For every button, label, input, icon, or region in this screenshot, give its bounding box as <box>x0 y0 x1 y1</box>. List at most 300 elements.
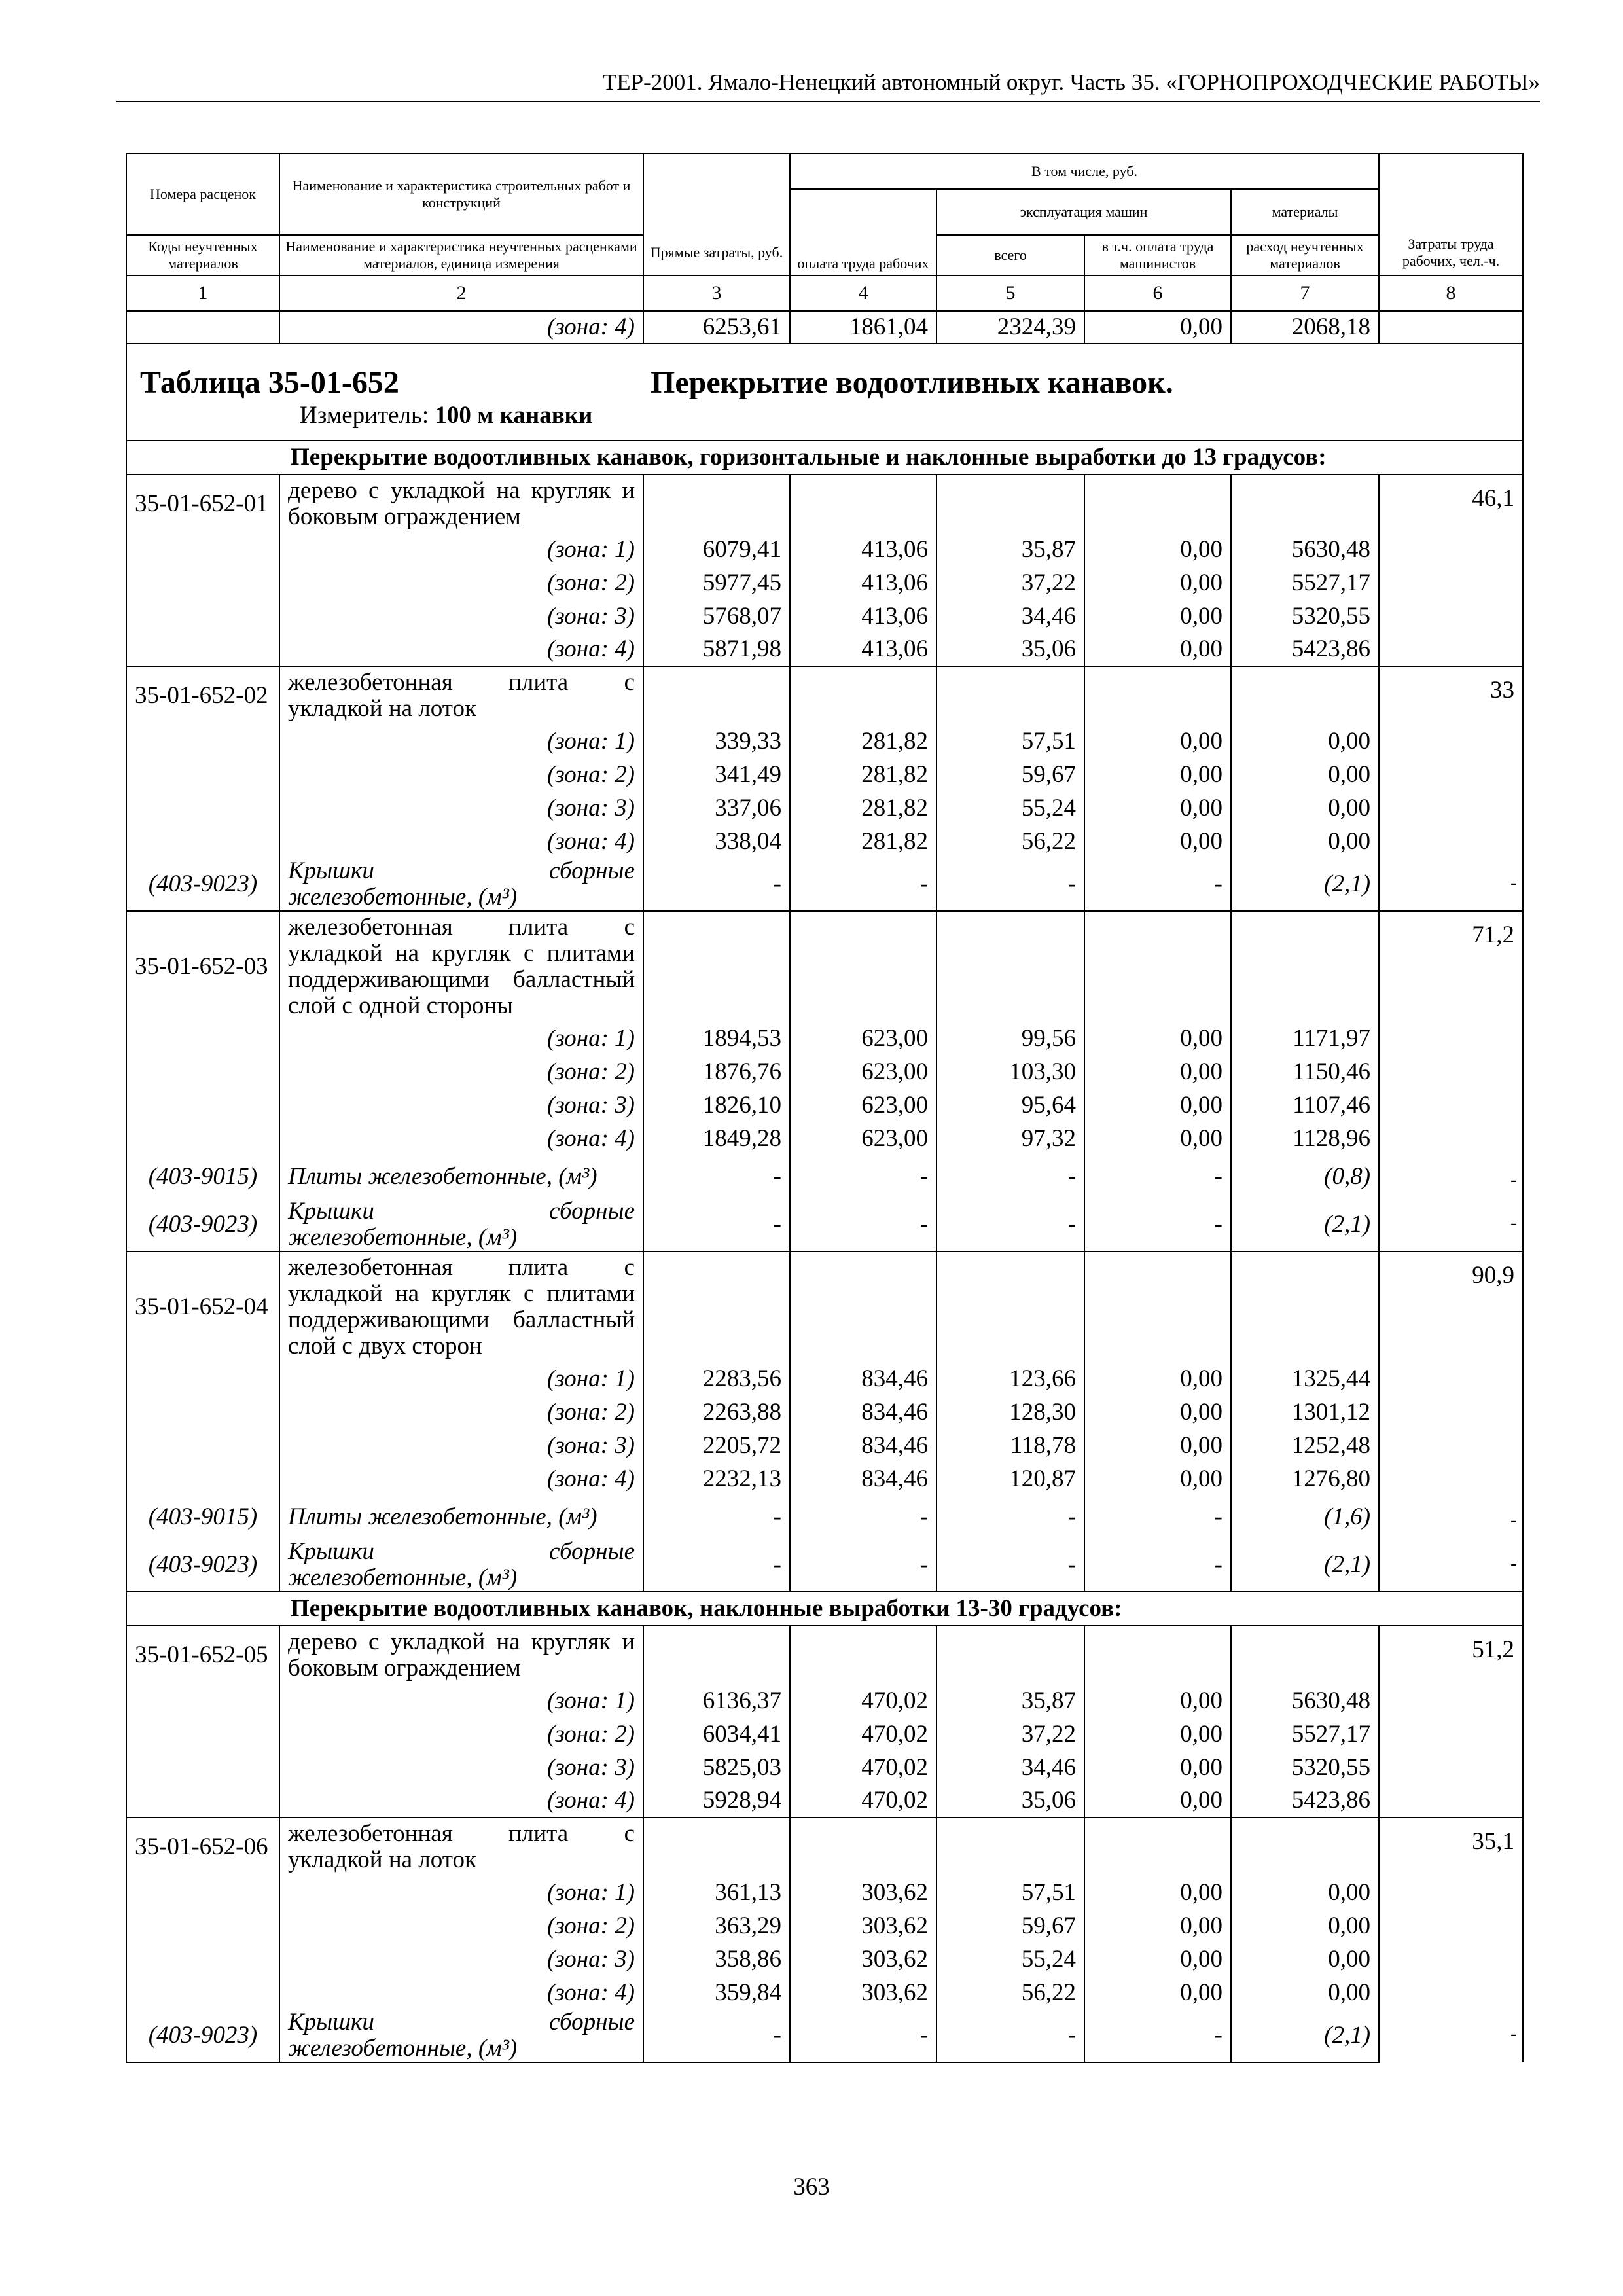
cell-materials: 0,00 <box>1231 725 1379 758</box>
material-row <box>126 1155 1523 1198</box>
cell-machinist-pay: 0,00 <box>1084 1429 1231 1462</box>
material-row <box>126 858 1523 911</box>
cell-direct: 363,29 <box>643 1909 790 1943</box>
rate-item-row <box>126 911 1523 1022</box>
cell-machinist-pay: 0,00 <box>1084 311 1231 344</box>
cell-machinist-pay: 0,00 <box>1084 1462 1231 1496</box>
cell-direct: 1876,76 <box>643 1055 790 1088</box>
cell-machines: 37,22 <box>936 1717 1084 1751</box>
material-row <box>126 1198 1523 1251</box>
cell-machines: 95,64 <box>936 1088 1084 1122</box>
material-row <box>126 1539 1523 1592</box>
cell-machines: 56,22 <box>936 825 1084 858</box>
zone-label: (зона: 1) <box>279 1876 643 1909</box>
zone-label: (зона: 4) <box>279 1784 643 1818</box>
head-work-name: Наименование и характеристика строительных работ и конструкций <box>279 154 643 235</box>
empty-cell <box>1231 911 1379 1022</box>
head-rate-numbers: Номера расценок <box>126 154 279 235</box>
empty-cell <box>126 1943 279 1976</box>
head-material-usage: расход неучтенных материалов <box>1231 235 1379 276</box>
zone-row <box>126 1395 1523 1429</box>
cell-direct: 2205,72 <box>643 1429 790 1462</box>
empty-cell <box>126 791 279 825</box>
material-code: (403-9015) <box>126 1155 279 1198</box>
cell-machines: 120,87 <box>936 1462 1084 1496</box>
cell-direct: - <box>643 1496 790 1539</box>
material-row <box>126 1496 1523 1539</box>
zone-row <box>126 1943 1523 1976</box>
empty-cell <box>126 1684 279 1717</box>
cell-direct: 2283,56 <box>643 1362 790 1395</box>
material-name: Плиты железобетонные, (м³) <box>279 1496 643 1539</box>
labor-cost: 90,9 <box>1379 1251 1523 1592</box>
cell-materials: (2,1) - <box>1231 1539 1379 1592</box>
zone-row <box>126 1784 1523 1818</box>
measure-value: 100 м канавки <box>435 402 593 429</box>
cell-machines: 59,67 <box>936 1909 1084 1943</box>
zone-label: (зона: 2) <box>279 1909 643 1943</box>
cell-worker-pay: 281,82 <box>790 758 936 791</box>
material-code: (403-9023) <box>126 1198 279 1251</box>
labor-cost: 33 <box>1379 666 1523 911</box>
cell-materials: 5423,86 <box>1231 1784 1379 1818</box>
cell-machines: 34,46 <box>936 1751 1084 1784</box>
empty-cell <box>126 1717 279 1751</box>
zone-label: (зона: 1) <box>279 725 643 758</box>
material-name: Крышки сборные железобетонные, (м³) <box>279 858 643 911</box>
labor-cost: 51,2 <box>1379 1626 1523 1818</box>
section-row <box>126 440 1523 475</box>
cell-worker-pay: 834,46 <box>790 1395 936 1429</box>
empty-cell <box>1231 666 1379 725</box>
zone-row <box>126 566 1523 600</box>
running-title: ТЕР-2001. Ямало-Ненецкий автономный округ. Часть 35. «ГОРНОПРОХОДЧЕСКИЕ РАБОТЫ» <box>602 69 1540 95</box>
table-title-row <box>126 344 1523 440</box>
cell-machines: 99,56 <box>936 1022 1084 1055</box>
cell-direct: 1849,28 <box>643 1122 790 1155</box>
cell-worker-pay: - <box>790 1155 936 1198</box>
zone-row <box>126 1717 1523 1751</box>
material-code: (403-9023) <box>126 2009 279 2062</box>
cell-machinist-pay: 0,00 <box>1084 1717 1231 1751</box>
cell-direct: 337,06 <box>643 791 790 825</box>
empty-cell <box>1231 1251 1379 1362</box>
cell-worker-pay: 303,62 <box>790 1876 936 1909</box>
cell-materials: 5527,17 <box>1231 566 1379 600</box>
cell-materials: 1276,80 <box>1231 1462 1379 1496</box>
zone-label: (зона: 2) <box>279 758 643 791</box>
cell-machines: 57,51 <box>936 1876 1084 1909</box>
cell-machines: 59,67 <box>936 758 1084 791</box>
cell-direct: 1826,10 <box>643 1088 790 1122</box>
empty-cell <box>1084 1818 1231 1876</box>
table-head-row-1 <box>126 154 1523 189</box>
empty-cell <box>790 666 936 725</box>
cell-materials: 0,00 <box>1231 1976 1379 2009</box>
column-numbers-row <box>126 276 1523 311</box>
cell-direct: 5977,45 <box>643 566 790 600</box>
cell-worker-pay: 834,46 <box>790 1429 936 1462</box>
cell-machines: 35,06 <box>936 633 1084 666</box>
empty-cell <box>643 1626 790 1684</box>
rate-code: 35-01-652-03 <box>126 911 279 1022</box>
zone-row <box>126 533 1523 566</box>
labor-dash: - <box>1510 1212 1518 1234</box>
empty-cell <box>790 1818 936 1876</box>
running-header <box>116 68 1540 102</box>
cell-materials: 1128,96 <box>1231 1122 1379 1155</box>
labor-cost: 71,2 <box>1379 911 1523 1251</box>
measure-label: Измеритель: <box>300 402 429 429</box>
cell-direct: 5928,94 <box>643 1784 790 1818</box>
cell-machines: 35,06 <box>936 1784 1084 1818</box>
cell-direct: 339,33 <box>643 725 790 758</box>
head-machines-total: всего <box>936 235 1084 276</box>
rate-item-row <box>126 475 1523 533</box>
cell-materials: 5527,17 <box>1231 1717 1379 1751</box>
material-code: (403-9023) <box>126 858 279 911</box>
cell-machines: - <box>936 858 1084 911</box>
cell-direct: 359,84 <box>643 1976 790 2009</box>
head-material-codes: Коды неучтенных материалов <box>126 235 279 276</box>
labor-dash: - <box>1510 1509 1518 1531</box>
cell-machinist-pay: 0,00 <box>1084 566 1231 600</box>
head-machines: эксплуатация машин <box>936 189 1231 235</box>
empty-cell <box>1084 475 1231 533</box>
zone-row <box>126 791 1523 825</box>
rate-item-row <box>126 1626 1523 1684</box>
labor-dash: - <box>1510 1169 1518 1191</box>
cell-worker-pay: 623,00 <box>790 1122 936 1155</box>
work-name: железобетонная плита с укладкой на лоток <box>279 1818 643 1876</box>
cell-machinist-pay: 0,00 <box>1084 633 1231 666</box>
cell-machinist-pay: - <box>1084 1198 1231 1251</box>
zone-row <box>126 600 1523 633</box>
cell-direct: 361,13 <box>643 1876 790 1909</box>
cell-materials: (1,6) - <box>1231 1496 1379 1539</box>
cell-worker-pay: 1861,04 <box>790 311 936 344</box>
empty-cell <box>643 475 790 533</box>
zone-row <box>126 725 1523 758</box>
cell-machines: - <box>936 2009 1084 2062</box>
rate-code: 35-01-652-01 <box>126 475 279 533</box>
cell-machines: - <box>936 1496 1084 1539</box>
cell-materials: 1171,97 <box>1231 1022 1379 1055</box>
cell-worker-pay: 413,06 <box>790 600 936 633</box>
carryover-row <box>126 311 1523 344</box>
zone-row <box>126 1909 1523 1943</box>
cell-machinist-pay: 0,00 <box>1084 1395 1231 1429</box>
head-materials: материалы <box>1231 189 1379 235</box>
cell-worker-pay: - <box>790 1496 936 1539</box>
cell-machines: 2324,39 <box>936 311 1084 344</box>
cell-worker-pay: - <box>790 858 936 911</box>
cell-machines: 128,30 <box>936 1395 1084 1429</box>
cell-direct: 341,49 <box>643 758 790 791</box>
empty-cell <box>126 1055 279 1088</box>
cell-worker-pay: 413,06 <box>790 633 936 666</box>
zone-row <box>126 1022 1523 1055</box>
zone-row <box>126 1088 1523 1122</box>
work-name: дерево с укладкой на кругляк и боковым ограждением <box>279 475 643 533</box>
zone-label: (зона: 1) <box>279 1684 643 1717</box>
head-direct-costs: Прямые затраты, руб. <box>643 154 790 276</box>
empty-cell <box>126 1976 279 2009</box>
empty-cell <box>126 533 279 566</box>
table-number: Таблица 35-01-652 <box>140 365 399 400</box>
cell-direct: 1894,53 <box>643 1022 790 1055</box>
empty-cell <box>643 666 790 725</box>
cell-materials: (2,1) - <box>1231 2009 1379 2062</box>
cell-materials: 0,00 <box>1231 1909 1379 1943</box>
cell-worker-pay: 470,02 <box>790 1684 936 1717</box>
zone-label: (зона: 1) <box>279 1362 643 1395</box>
empty-cell <box>1084 1251 1231 1362</box>
section-row <box>126 1592 1523 1626</box>
cell-machinist-pay: - <box>1084 1539 1231 1592</box>
cell-worker-pay: - <box>790 1198 936 1251</box>
work-name: дерево с укладкой на кругляк и боковым ограждением <box>279 1626 643 1684</box>
cell-worker-pay: - <box>790 1539 936 1592</box>
cell-direct: 6253,61 <box>643 311 790 344</box>
empty-cell <box>126 1909 279 1943</box>
empty-cell <box>936 1818 1084 1876</box>
rate-item-row <box>126 1818 1523 1876</box>
col-number: 5 <box>936 276 1084 311</box>
cell-materials: 2068,18 <box>1231 311 1379 344</box>
zone-row <box>126 1876 1523 1909</box>
zone-label: (зона: 3) <box>279 600 643 633</box>
cell-machinist-pay: 0,00 <box>1084 1784 1231 1818</box>
zone-row <box>126 633 1523 666</box>
labor-dash: - <box>1510 2023 1518 2045</box>
head-material-names: Наименование и характеристика неучтенных расценками материалов, единица измерения <box>279 235 643 276</box>
zone-label: (зона: 4) <box>279 1976 643 2009</box>
cell-machinist-pay: 0,00 <box>1084 533 1231 566</box>
empty-cell <box>1231 1818 1379 1876</box>
cell-machinist-pay: - <box>1084 858 1231 911</box>
cell-direct: 6136,37 <box>643 1684 790 1717</box>
cell-machinist-pay: 0,00 <box>1084 1055 1231 1088</box>
measure-unit <box>300 403 1509 429</box>
empty-cell <box>643 1251 790 1362</box>
cell-machines: 56,22 <box>936 1976 1084 2009</box>
rate-code: 35-01-652-02 <box>126 666 279 725</box>
col-number: 3 <box>643 276 790 311</box>
zone-label: (зона: 2) <box>279 1717 643 1751</box>
cell-direct: 5825,03 <box>643 1751 790 1784</box>
zone-row <box>126 1429 1523 1462</box>
cell-materials: 5630,48 <box>1231 1684 1379 1717</box>
zone-row <box>126 1462 1523 1496</box>
zone-label: (зона: 2) <box>279 566 643 600</box>
rate-code: 35-01-652-06 <box>126 1818 279 1876</box>
cell-materials: (2,1) - <box>1231 858 1379 911</box>
cell-worker-pay: 623,00 <box>790 1022 936 1055</box>
empty-cell <box>126 633 279 666</box>
cell-machinist-pay: - <box>1084 1155 1231 1198</box>
labor-dash: - <box>1510 1552 1518 1574</box>
cell-worker-pay: 623,00 <box>790 1055 936 1088</box>
cell-machines: 37,22 <box>936 566 1084 600</box>
cell-machinist-pay: 0,00 <box>1084 1022 1231 1055</box>
head-labor: Затраты труда рабочих, чел.-ч. <box>1379 154 1523 276</box>
cell-direct: 2232,13 <box>643 1462 790 1496</box>
cell-materials: 5630,48 <box>1231 533 1379 566</box>
cell-direct: - <box>643 1539 790 1592</box>
material-name: Крышки сборные железобетонные, (м³) <box>279 2009 643 2062</box>
material-name: Крышки сборные железобетонные, (м³) <box>279 1539 643 1592</box>
rate-code: 35-01-652-05 <box>126 1626 279 1684</box>
empty-cell <box>1084 1626 1231 1684</box>
empty-cell <box>643 911 790 1022</box>
cell-machinist-pay: 0,00 <box>1084 825 1231 858</box>
col-number: 2 <box>279 276 643 311</box>
head-group-label: В том числе, руб. <box>790 154 1379 189</box>
cell-direct: 6079,41 <box>643 533 790 566</box>
work-name: железобетонная плита с укладкой на кругляк с плитами поддерживающими балластный слой с одной стороны <box>279 911 643 1022</box>
empty-cell <box>790 1251 936 1362</box>
empty-cell <box>126 1122 279 1155</box>
cell-worker-pay: 470,02 <box>790 1751 936 1784</box>
zone-label: (зона: 4) <box>279 633 643 666</box>
cell-worker-pay: 303,62 <box>790 1943 936 1976</box>
empty-cell <box>126 1429 279 1462</box>
cell-materials: 1301,12 <box>1231 1395 1379 1429</box>
zone-label: (зона: 4) <box>279 1122 643 1155</box>
col-number: 7 <box>1231 276 1379 311</box>
empty-cell <box>126 1022 279 1055</box>
work-name: железобетонная плита с укладкой на лоток <box>279 666 643 725</box>
rate-item-row <box>126 1251 1523 1362</box>
cell-direct: 358,86 <box>643 1943 790 1976</box>
work-name: железобетонная плита с укладкой на кругляк с плитами поддерживающими балластный слой с двух сторон <box>279 1251 643 1362</box>
zone-label: (зона: 4) <box>279 825 643 858</box>
cell-machines: 35,87 <box>936 1684 1084 1717</box>
empty-cell <box>126 1088 279 1122</box>
cell-machines: 123,66 <box>936 1362 1084 1395</box>
cell-materials: (2,1) - <box>1231 1198 1379 1251</box>
cell-direct: 2263,88 <box>643 1395 790 1429</box>
cell-direct: - <box>643 2009 790 2062</box>
zone-label: (зона: 4) <box>279 1462 643 1496</box>
cell-machinist-pay: 0,00 <box>1084 1943 1231 1976</box>
zone-row <box>126 1055 1523 1088</box>
empty-cell <box>126 1362 279 1395</box>
empty-cell <box>936 911 1084 1022</box>
cell-materials: 0,00 <box>1231 758 1379 791</box>
empty-cell <box>790 911 936 1022</box>
labor-cost: 35,1 <box>1379 1818 1523 2062</box>
empty-cell <box>790 475 936 533</box>
material-name: Плиты железобетонные, (м³) <box>279 1155 643 1198</box>
cell-worker-pay: 413,06 <box>790 533 936 566</box>
rate-code: 35-01-652-04 <box>126 1251 279 1362</box>
empty-cell <box>936 475 1084 533</box>
zone-row <box>126 1976 1523 2009</box>
zone-label: (зона: 3) <box>279 1943 643 1976</box>
empty-cell <box>1231 1626 1379 1684</box>
cell-machines: 118,78 <box>936 1429 1084 1462</box>
cell-worker-pay: 470,02 <box>790 1717 936 1751</box>
material-code: (403-9023) <box>126 1539 279 1592</box>
zone-label: (зона: 2) <box>279 1055 643 1088</box>
labor-cost: 46,1 <box>1379 475 1523 666</box>
zone-label: (зона: 3) <box>279 1751 643 1784</box>
cell-machinist-pay: 0,00 <box>1084 791 1231 825</box>
empty-cell <box>126 758 279 791</box>
material-name: Крышки сборные железобетонные, (м³) <box>279 1198 643 1251</box>
col-number: 1 <box>126 276 279 311</box>
page-number: 363 <box>793 2174 830 2200</box>
cell-machinist-pay: 0,00 <box>1084 600 1231 633</box>
cell-worker-pay: 303,62 <box>790 1909 936 1943</box>
cell-worker-pay: 281,82 <box>790 825 936 858</box>
cell-materials: (0,8) - <box>1231 1155 1379 1198</box>
empty-cell <box>126 1876 279 1909</box>
cell-machinist-pay: 0,00 <box>1084 1088 1231 1122</box>
cell-worker-pay: 281,82 <box>790 725 936 758</box>
zone-label: (зона: 3) <box>279 1088 643 1122</box>
cell-machines: - <box>936 1198 1084 1251</box>
cell-direct: - <box>643 858 790 911</box>
cell-materials: 5320,55 <box>1231 1751 1379 1784</box>
cell-direct: 5871,98 <box>643 633 790 666</box>
cell-machinist-pay: 0,00 <box>1084 1362 1231 1395</box>
zone-row <box>126 1122 1523 1155</box>
cell-machines: 34,46 <box>936 600 1084 633</box>
zone-label: (зона: 4) <box>279 311 643 344</box>
cell-materials: 1252,48 <box>1231 1429 1379 1462</box>
cell-direct: 5768,07 <box>643 600 790 633</box>
material-row <box>126 2009 1523 2062</box>
empty-cell <box>1084 911 1231 1022</box>
cell-machinist-pay: 0,00 <box>1084 1976 1231 2009</box>
cell-materials: 1150,46 <box>1231 1055 1379 1088</box>
labor-dash: - <box>1510 872 1518 893</box>
cell-direct: 338,04 <box>643 825 790 858</box>
cell-materials: 0,00 <box>1231 1943 1379 1976</box>
section-title: Перекрытие водоотливных канавок, наклонные выработки 13-30 градусов: <box>126 1592 1523 1626</box>
cell-machines: - <box>936 1539 1084 1592</box>
cell-machinist-pay: 0,00 <box>1084 758 1231 791</box>
cell-machinist-pay: 0,00 <box>1084 725 1231 758</box>
cell-machinist-pay: 0,00 <box>1084 1751 1231 1784</box>
cell-machinist-pay: 0,00 <box>1084 1684 1231 1717</box>
section-title: Перекрытие водоотливных канавок, горизонтальные и наклонные выработки до 13 градусов: <box>126 440 1523 475</box>
cell-machinist-pay: - <box>1084 1496 1231 1539</box>
col-number: 8 <box>1379 276 1523 311</box>
head-machinist-pay: в т.ч. оплата труда машинистов <box>1084 235 1231 276</box>
cell-worker-pay: 834,46 <box>790 1362 936 1395</box>
cell-materials: 1325,44 <box>1231 1362 1379 1395</box>
cell-machines: 55,24 <box>936 791 1084 825</box>
cell-direct: - <box>643 1198 790 1251</box>
col-number: 4 <box>790 276 936 311</box>
cell-materials: 0,00 <box>1231 825 1379 858</box>
zone-label: (зона: 3) <box>279 791 643 825</box>
zone-row <box>126 1362 1523 1395</box>
empty-cell <box>126 825 279 858</box>
rates-table <box>126 153 1524 2063</box>
zone-label: (зона: 1) <box>279 1022 643 1055</box>
empty-cell <box>936 1626 1084 1684</box>
cell-machines: 35,87 <box>936 533 1084 566</box>
material-code: (403-9015) <box>126 1496 279 1539</box>
empty-cell <box>643 1818 790 1876</box>
cell-machinist-pay: 0,00 <box>1084 1122 1231 1155</box>
head-worker-pay: оплата труда рабочих <box>790 189 936 276</box>
